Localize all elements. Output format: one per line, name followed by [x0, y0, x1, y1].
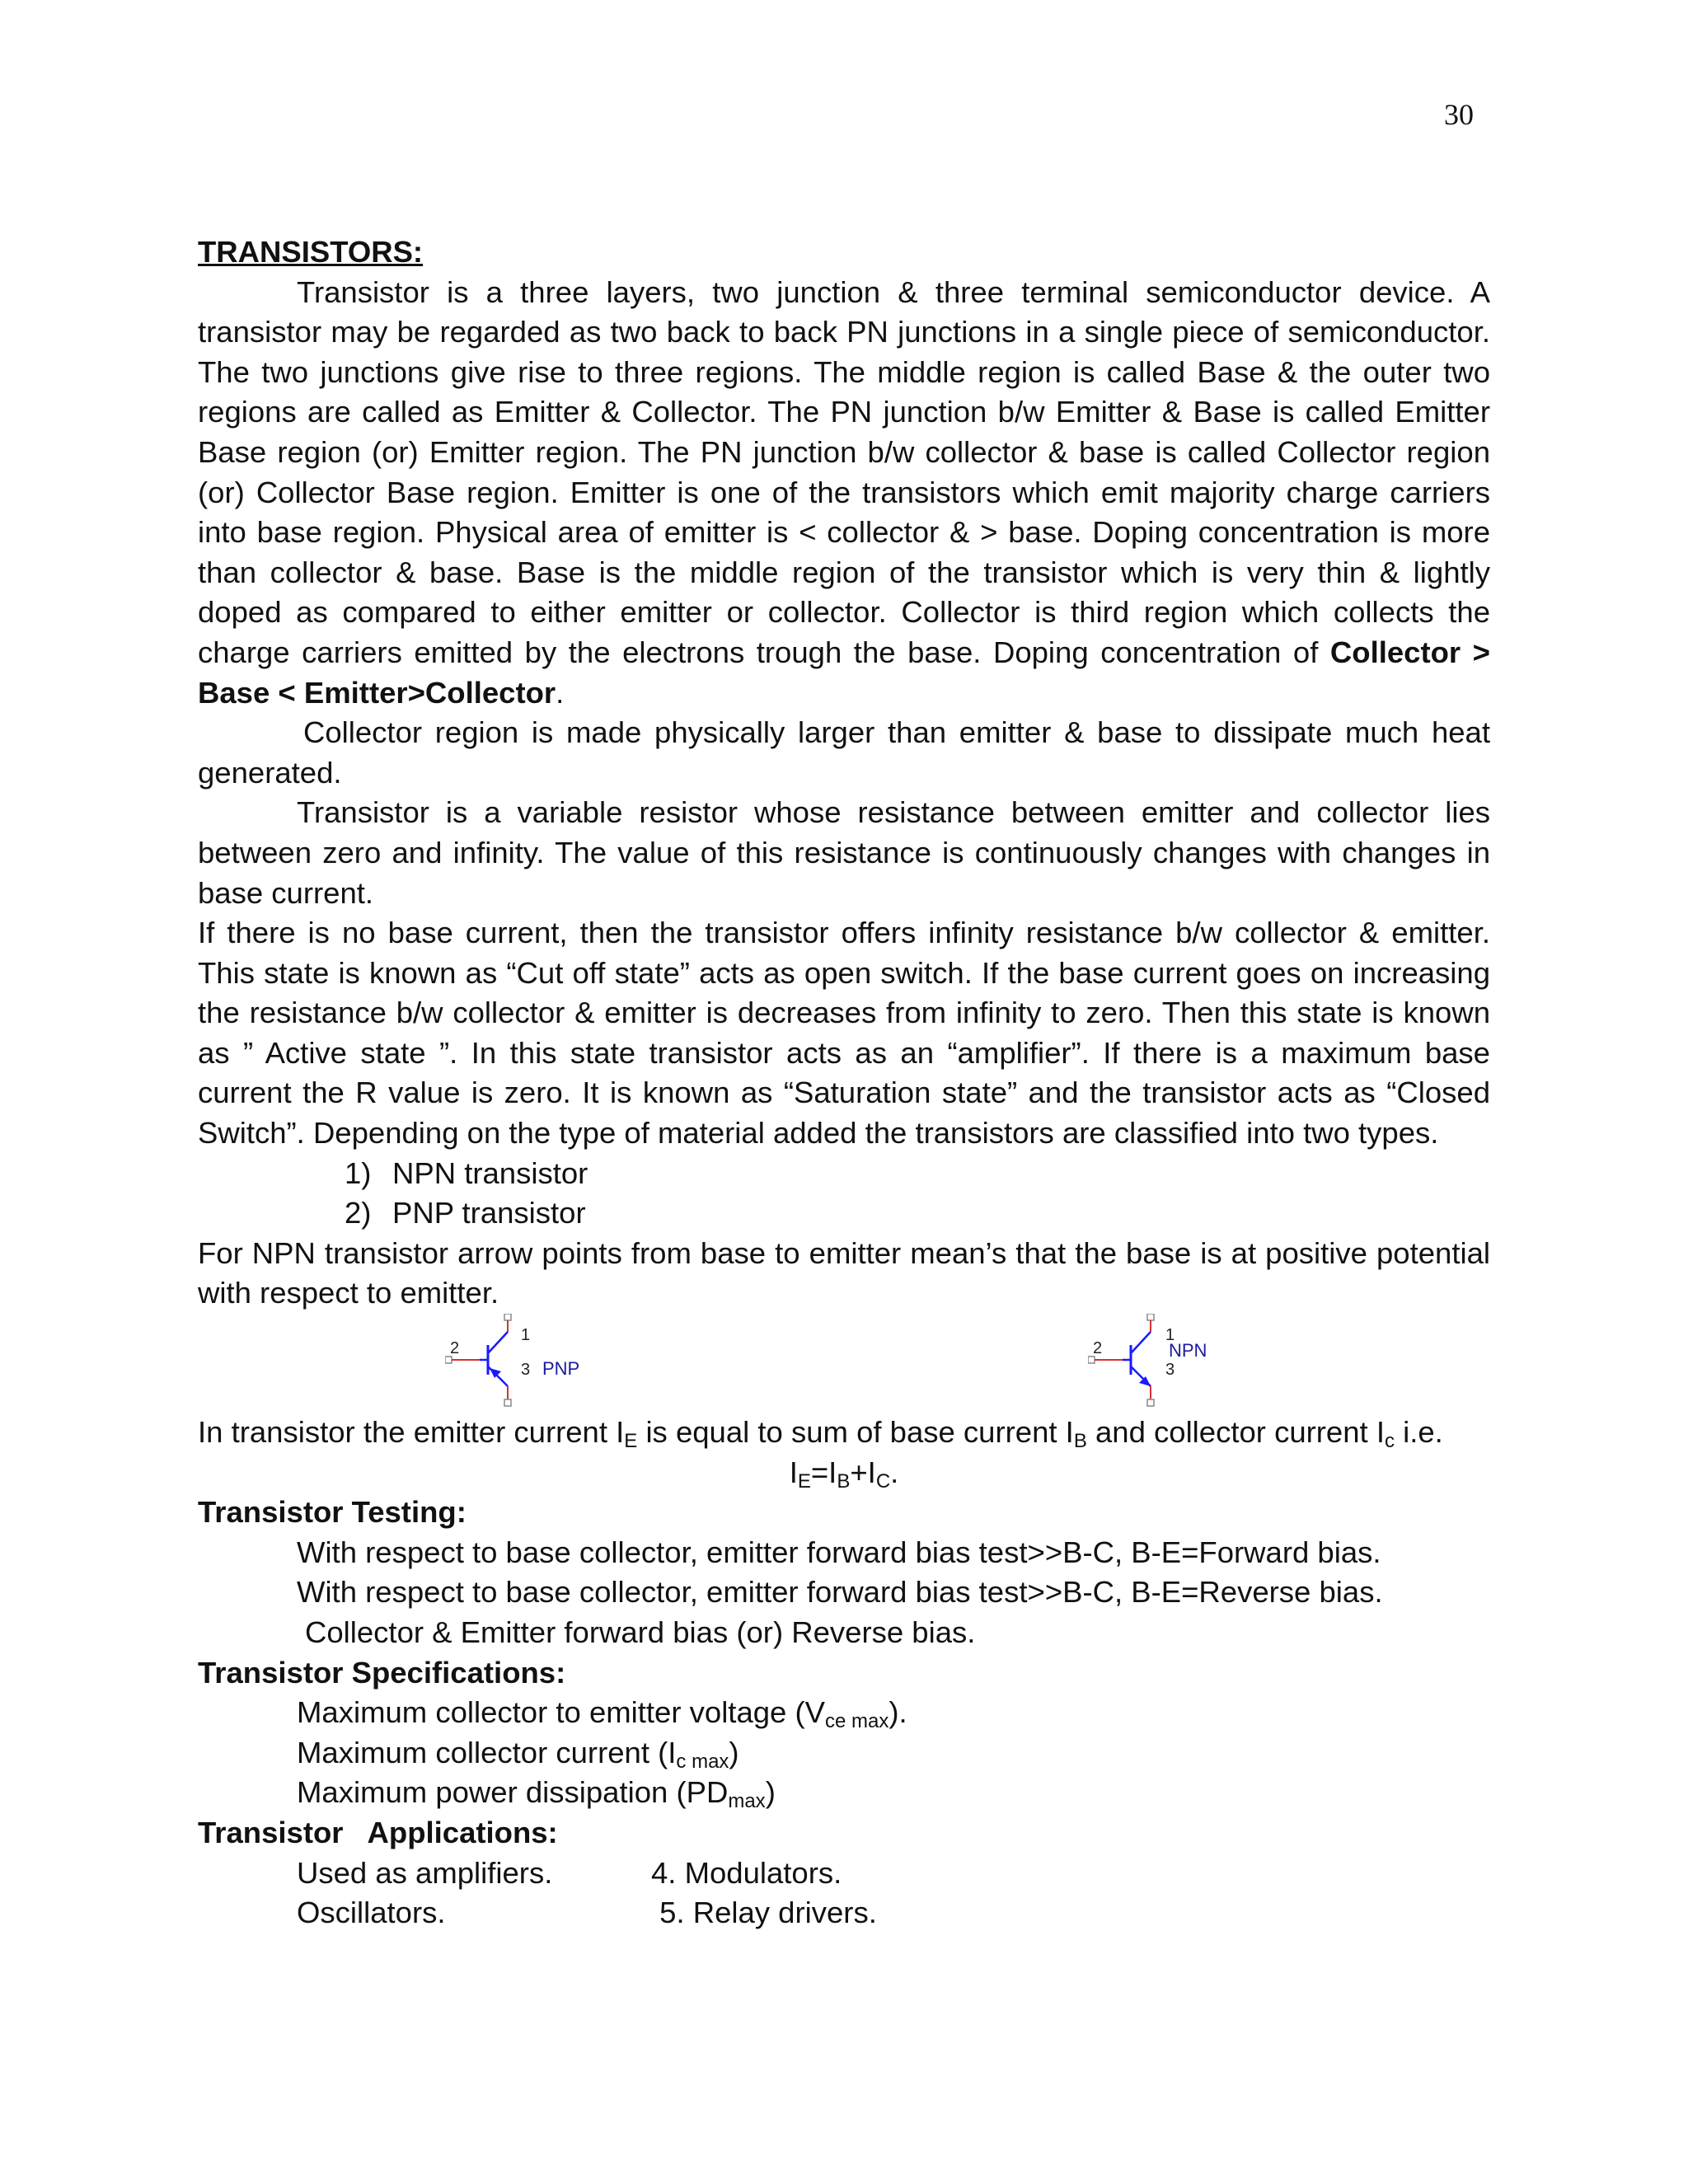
- npn-terminal-bottom: [1147, 1399, 1154, 1406]
- npn-pin-3: 3: [1165, 1361, 1175, 1380]
- spec-subscript: ce max: [824, 1710, 889, 1733]
- spec-text-end: ): [729, 1735, 739, 1769]
- current-text-b: is equal to sum of base current I: [637, 1415, 1074, 1450]
- formula-ib: =I: [810, 1455, 837, 1489]
- paragraph-intro-text: Transistor is a three layers, two junction & three terminal semiconductor device. A transistor may be regarded as two back to back PN junctions in a single piece of semiconductor. The two junctions give rise to three regions. The middle region is called Base & the outer two regions are called as Emitter & Collector. The PN junction b/w Emitter & Base is called Emitter Base region (or) Emitter region. The PN junction b/w collector & base is called Collector region (or) Collector Base region. Emitter is one of the transistors which emit majority charge carriers into base region. Physical area of emitter is < collector & > base. Doping concentration is more than collector & base. Base is the middle region of the transistor which is very thin & lightly doped as compared to either emitter or collector. Collector is third region which collects the charge carriers emitted by the electrons trough the base. Doping concentration of: [198, 274, 1490, 669]
- application-item: Used as amplifiers.: [297, 1855, 553, 1890]
- paragraph-intro-end: .: [556, 675, 565, 710]
- formula-sub-b: B: [837, 1469, 851, 1493]
- paragraph-variable-resistor: Transistor is a variable resistor whose resistance between emitter and collector lies between zero and infinity. The value of this resistance is continuously changes with changes in base current.: [198, 795, 1490, 910]
- formula-sub-e: E: [797, 1469, 811, 1493]
- spec-item: [198, 1693, 1490, 1733]
- applications-grid: [198, 1854, 1490, 1933]
- spec-subscript: c max: [676, 1750, 729, 1773]
- list-number: 2): [345, 1196, 372, 1230]
- pnp-pin-3: 3: [521, 1361, 531, 1380]
- current-text-c: and collector current I: [1086, 1415, 1385, 1450]
- section-heading-testing: Transistor Testing:: [198, 1495, 467, 1530]
- npn-pin-2: 2: [1093, 1339, 1103, 1358]
- subscript-c: c: [1384, 1430, 1395, 1453]
- application-item: Oscillators.: [297, 1896, 446, 1930]
- npn-collector-line: [1131, 1332, 1151, 1353]
- doping-order: Collector > Base < Emitter>Collector: [198, 635, 1490, 710]
- formula-ic: +I: [850, 1455, 876, 1489]
- application-item: 5. Relay drivers.: [651, 1896, 877, 1930]
- transistor-types-list: [198, 1154, 1490, 1234]
- pnp-terminal-bottom: [504, 1399, 511, 1406]
- testing-item: With respect to base collector, emitter forward bias test>>B-C, B-E=Forward bias.: [297, 1535, 1381, 1569]
- paragraph-intro: [198, 273, 1490, 714]
- list-label: NPN transistor: [392, 1155, 588, 1190]
- spec-text: Maximum power dissipation (PD: [297, 1775, 729, 1810]
- pnp-pin-2: 2: [450, 1339, 460, 1358]
- spec-subscript: max: [728, 1790, 766, 1813]
- current-text-d: i.e.: [1394, 1415, 1443, 1450]
- page-content: [198, 232, 1490, 1933]
- pnp-terminal-top: [504, 1314, 511, 1320]
- current-text-a: In transistor the emitter current I: [198, 1415, 625, 1450]
- spec-item: [198, 1733, 1490, 1774]
- pnp-symbol: [445, 1314, 626, 1413]
- list-label: PNP transistor: [392, 1196, 586, 1230]
- spec-text-end: ): [765, 1775, 776, 1810]
- current-formula: [198, 1453, 1490, 1493]
- paragraph-npn-note: For NPN transistor arrow points from base to emitter mean’s that the base is at positive potential with respect to emitter.: [198, 1235, 1490, 1310]
- pnp-terminal-left: [445, 1357, 452, 1363]
- paragraph-current: [198, 1413, 1490, 1453]
- npn-pin-1: 1: [1165, 1326, 1175, 1345]
- section-heading-specifications: Transistor Specifications:: [198, 1655, 566, 1690]
- spec-text-end: ).: [889, 1695, 907, 1730]
- paragraph-states: If there is no base current, then the transistor offers infinity resistance b/w collector & emitter. This state is known as “Cut off state” acts as open switch. If the base current goes on increasing the resistance b/w collector & emitter is decreases from infinity to zero. Then this state is known as ” Active state ”. In this state transistor acts as an “amplifier”. If there is a maximum base current the R value is zero. It is known as “Saturation state” and the transistor acts as “Closed Switch”. Depending on the type of material added the transistors are classified into two types.: [198, 916, 1490, 1151]
- paragraph-collector: Collector region is made physically larger than emitter & base to dissipate much heat generated.: [198, 715, 1490, 790]
- npn-terminal-top: [1147, 1314, 1154, 1320]
- pnp-pin-1: 1: [521, 1326, 531, 1345]
- subscript-b: B: [1073, 1430, 1087, 1453]
- subscript-e: E: [624, 1430, 638, 1453]
- testing-item: With respect to base collector, emitter forward bias test>>B-C, B-E=Reverse bias.: [297, 1575, 1383, 1610]
- spec-text: Maximum collector to emitter voltage (V: [297, 1695, 825, 1730]
- formula-ie: I: [789, 1455, 798, 1489]
- list-item: [345, 1154, 1490, 1194]
- pnp-label: PNP: [542, 1358, 580, 1380]
- formula-sub-c: C: [875, 1469, 891, 1493]
- testing-item: Collector & Emitter forward bias (or) Reverse bias.: [305, 1615, 976, 1649]
- section-heading-transistors: TRANSISTORS:: [198, 235, 424, 269]
- spec-item: [198, 1773, 1490, 1813]
- application-item: 4. Modulators.: [651, 1855, 842, 1890]
- transistor-symbols: [198, 1314, 1490, 1413]
- spec-text: Maximum collector current (I: [297, 1735, 677, 1769]
- section-heading-applications: Transistor Applications:: [198, 1815, 558, 1849]
- npn-label: NPN: [1169, 1340, 1207, 1361]
- list-number: 1): [345, 1155, 372, 1190]
- list-item: [345, 1193, 1490, 1234]
- page-number: 30: [1444, 98, 1474, 131]
- formula-end: .: [890, 1455, 899, 1489]
- npn-terminal-left: [1088, 1357, 1095, 1363]
- npn-symbol: [1088, 1314, 1253, 1413]
- pnp-collector-line: [488, 1332, 508, 1353]
